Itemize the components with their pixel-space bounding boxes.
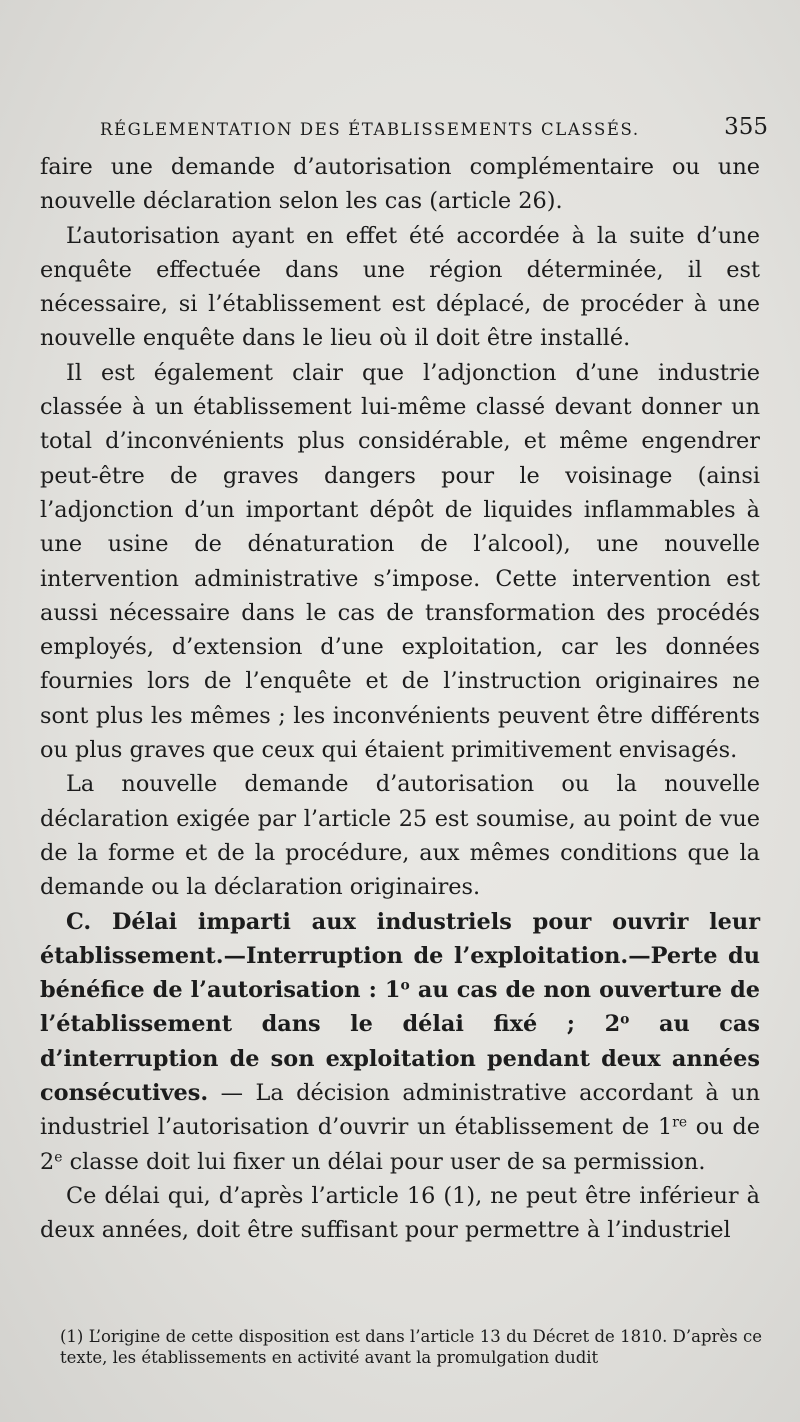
paragraph-5-text-1: — La décision administrative accordant à un industriel l’autorisation d’ouvrir un établissement de 1 xyxy=(40,1080,760,1141)
paragraph-2: L’autorisation ayant en effet été accordée à la suite d’une enquête effectuée dans une région déterminée, il est nécessaire, si l’établissement est déplacé, de procéder à une nouvelle enquête dans le lieu où il doit être installé. xyxy=(40,222,760,352)
paragraph-6: Ce délai qui, d’après l’article 16 (1), ne peut être inférieur à deux années, doit être suffisant pour permettre à l’industriel xyxy=(40,1182,760,1244)
paragraph-3: Il est également clair que l’adjonction d’une industrie classée à un établissement lui-même classé devant donner un total d’inconvénients plus considérable, et même engendrer peut-être de graves dangers pour le voisinage (ainsi l’adjonction d’un important dépôt de liquides inflammables à une usine de dénaturation de l’alcool), une nouvelle intervention administrative s’impose. Cette intervention est aussi nécessaire dans le cas de transformation des procédés employés, d’extension d’une exploitation, car les données fournies lors de l’enquête et de l’instruction originaires ne sont plus les mêmes ; les inconvénients peuvent être différents ou plus graves que ceux qui étaient primitivement envisagés. xyxy=(40,359,760,764)
superscript-4: e xyxy=(54,1148,63,1165)
paragraph-1: faire une demande d’autorisation complémentaire ou une nouvelle déclaration selon les cas (article 26). xyxy=(40,154,760,215)
paragraph-4: La nouvelle demande d’autorisation ou la nouvelle déclaration exigée par l’article 25 est soumise, au point de vue de la forme et de la procédure, aux mêmes conditions que la demande ou la déclaration originaires. xyxy=(40,771,760,901)
superscript-2: o xyxy=(620,1011,630,1028)
paragraph-5-text-2: ou de 2 xyxy=(40,1114,760,1175)
superscript-3: re xyxy=(672,1114,688,1131)
running-title: RÉGLEMENTATION DES ÉTABLISSEMENTS CLASSÉS. xyxy=(100,120,640,139)
page-header xyxy=(100,112,768,148)
section-heading-part-1: C. Délai imparti aux industriels pour ouvrir leur établissement.—Interruption de l’exploitation.—Perte du bénéfice de l’autorisation : 1 xyxy=(40,908,760,1004)
footnotes xyxy=(60,1326,762,1368)
page-number: 355 xyxy=(724,114,768,140)
section-heading-part-3: au cas d’interruption de son exploitation pendant deux années consécutives. xyxy=(40,1011,760,1107)
superscript-1: o xyxy=(400,977,410,994)
paragraph-5 xyxy=(40,905,760,1179)
section-heading-part-2: au cas de non ouverture de l’établissement dans le délai fixé ; 2 xyxy=(40,977,761,1038)
main-text xyxy=(40,150,760,1248)
paragraph-5-text-3: classe doit lui fixer un délai pour user de sa permission. xyxy=(62,1148,706,1175)
section-heading xyxy=(40,909,760,1106)
footnote-1: (1) L’origine de cette disposition est dans l’article 13 du Décret de 1810. D’après ce texte, les établissements en activité avant la promulgation dudit xyxy=(60,1327,762,1367)
